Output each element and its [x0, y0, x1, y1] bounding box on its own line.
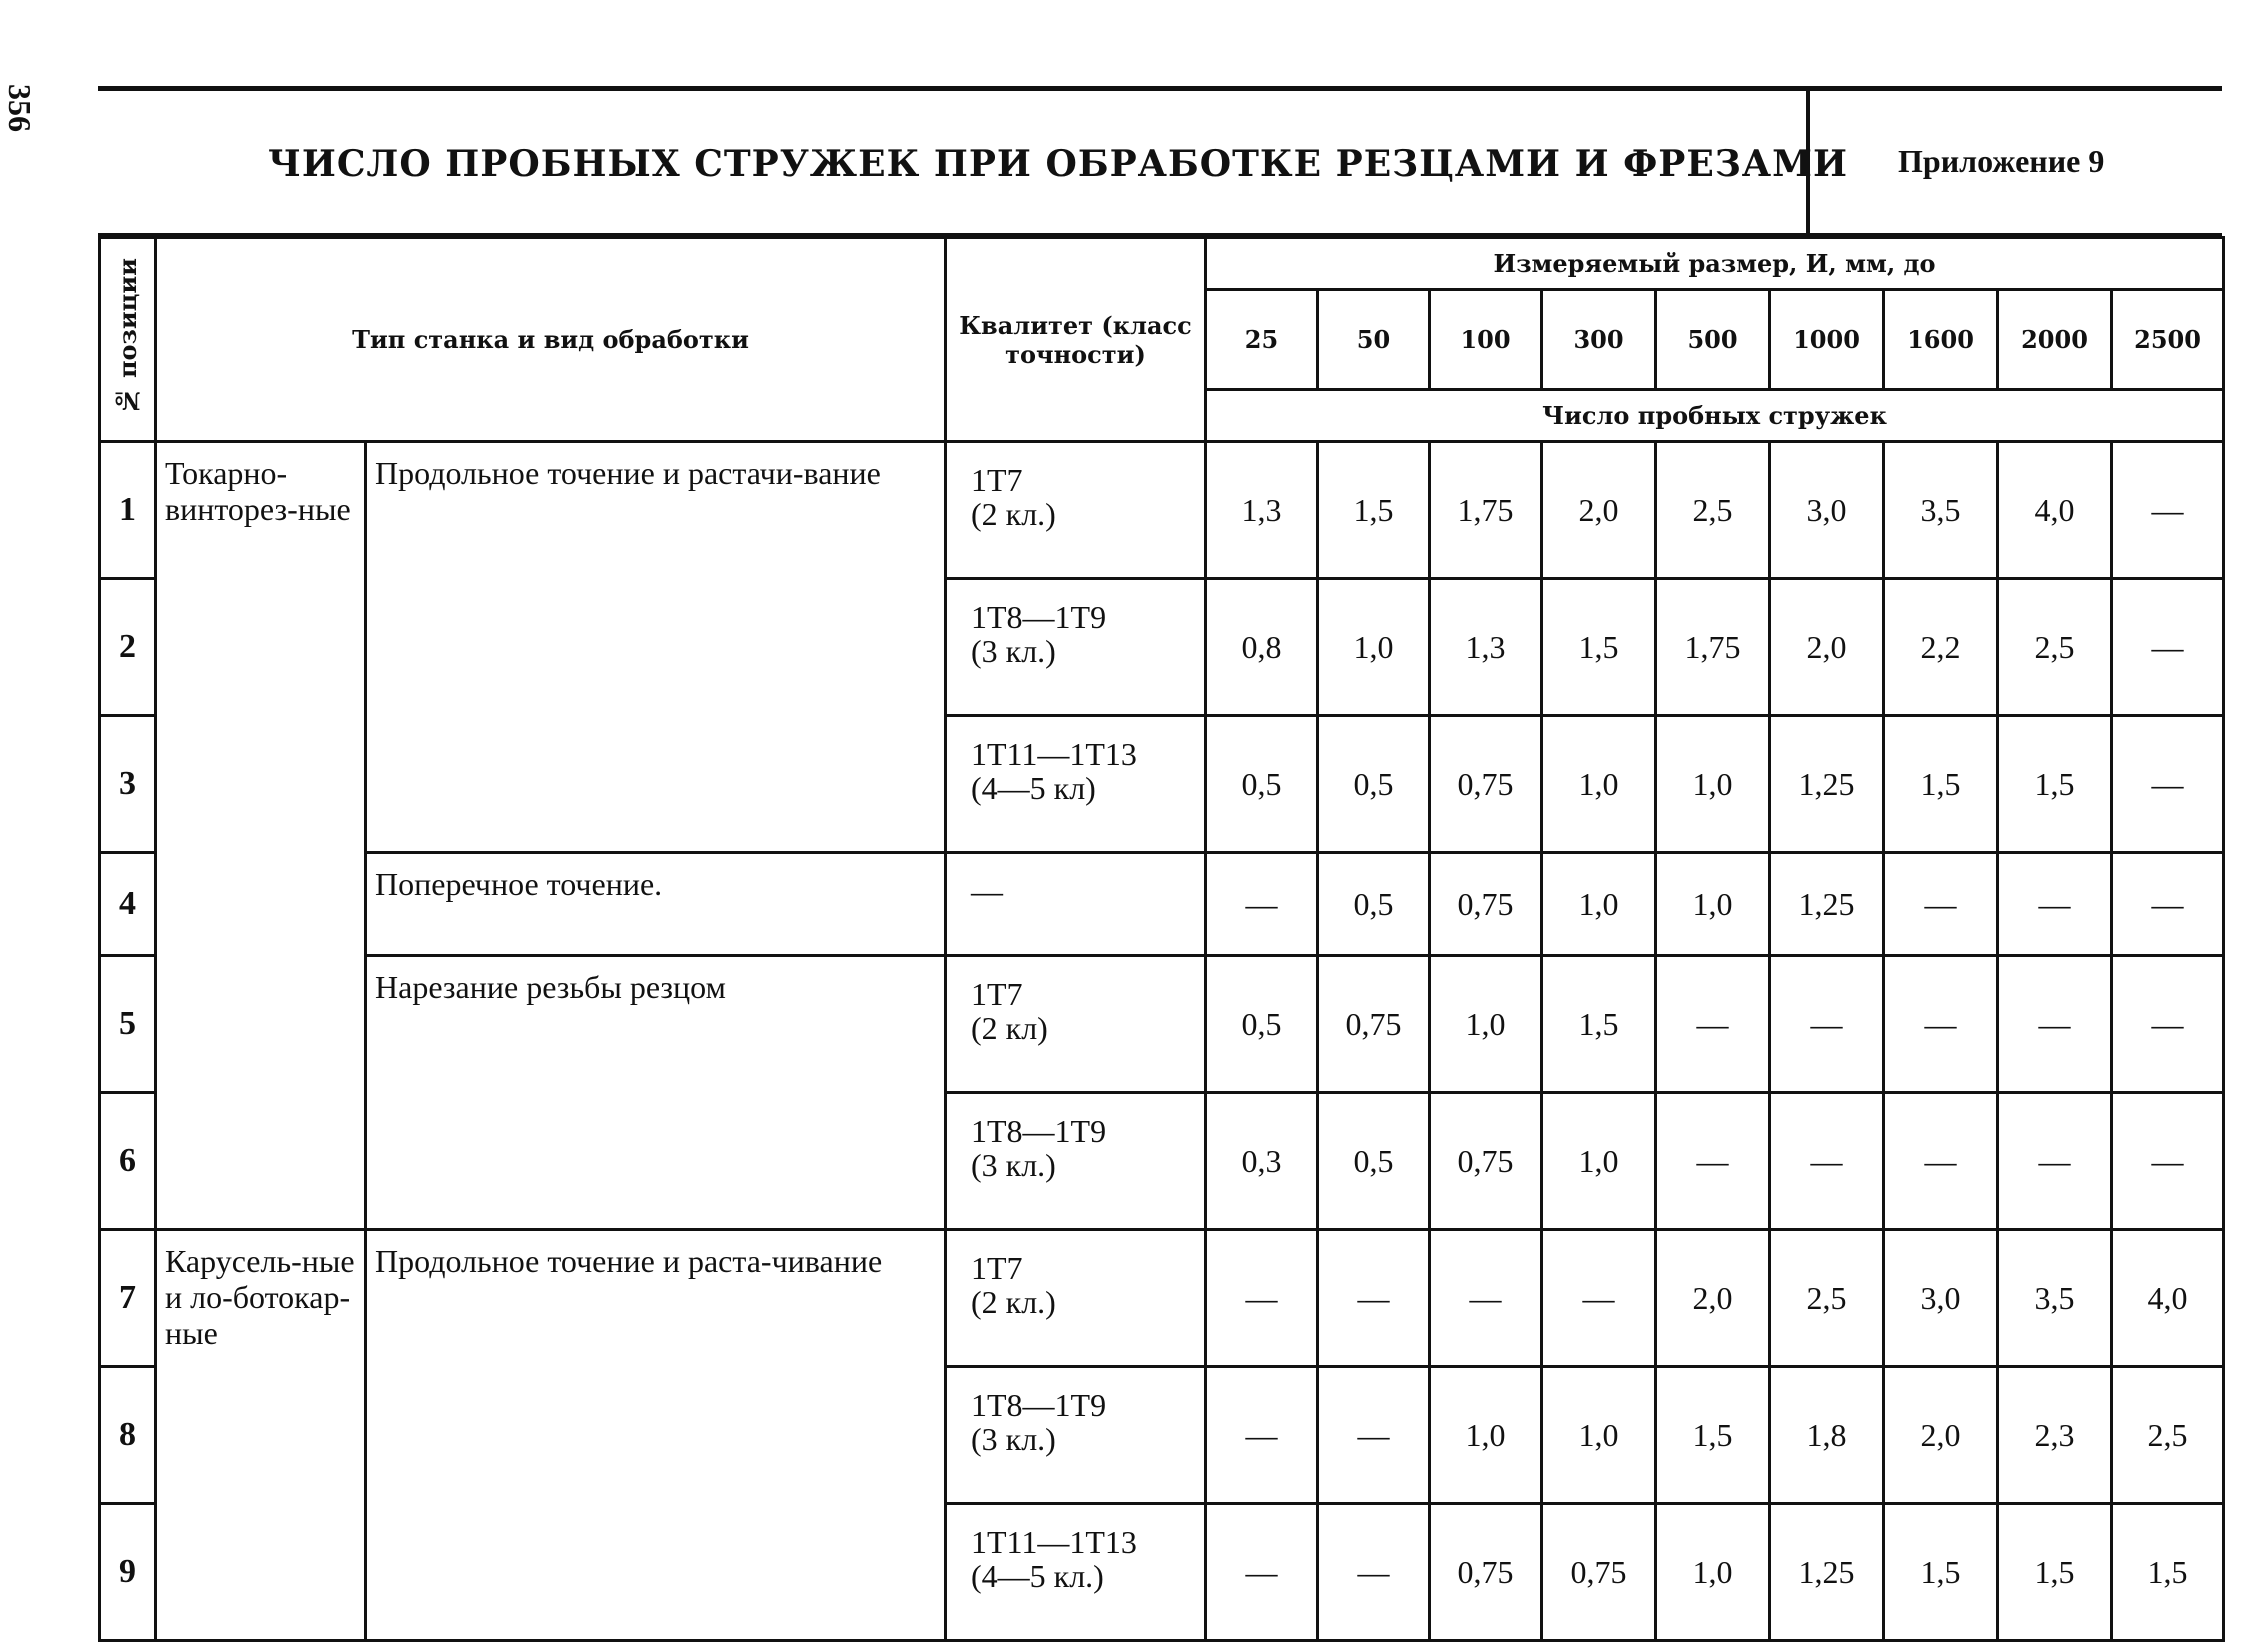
value-cell: 1,25 — [1770, 853, 1884, 956]
value-cell: 0,5 — [1318, 716, 1430, 853]
value-cell: 1,3 — [1430, 579, 1542, 716]
value-cell: — — [1998, 956, 2112, 1093]
value-cell: — — [1206, 1367, 1318, 1504]
table-row — [100, 1230, 2224, 1367]
value-cell: — — [1656, 956, 1770, 1093]
size-header: 2000 — [1998, 290, 2112, 390]
position-cell: 6 — [100, 1093, 156, 1230]
value-cell: — — [2112, 853, 2224, 956]
measured-size-header: Измеряемый размер, И, мм, до — [1206, 238, 2224, 290]
table-row — [100, 853, 2224, 956]
value-cell: 1,25 — [1770, 1504, 1884, 1641]
size-header: 2500 — [2112, 290, 2224, 390]
operation-cell: Нарезание резьбы резцом — [366, 956, 946, 1230]
value-cell: 2,5 — [1770, 1230, 1884, 1367]
value-cell: 1,0 — [1656, 716, 1770, 853]
quality-value: 1Т7 — [971, 462, 1023, 498]
trial-count-header: Число пробных стружек — [1206, 390, 2224, 442]
quality-value: 1Т11—1Т13 — [971, 1524, 1137, 1560]
value-cell: 1,0 — [1656, 853, 1770, 956]
quality-cell — [946, 853, 1206, 956]
position-cell: 1 — [100, 442, 156, 579]
value-cell: — — [1206, 853, 1318, 956]
quality-class: (2 кл.) — [971, 1284, 1056, 1320]
appendix-label: Приложение 9 — [1898, 143, 2105, 179]
table-body — [100, 442, 2224, 1641]
value-cell: — — [1430, 1230, 1542, 1367]
value-cell: 2,5 — [1998, 579, 2112, 716]
value-cell: 0,8 — [1206, 579, 1318, 716]
size-header: 25 — [1206, 290, 1318, 390]
value-cell: 3,0 — [1884, 1230, 1998, 1367]
value-cell: 0,75 — [1430, 716, 1542, 853]
table-row — [100, 442, 2224, 579]
value-cell: 1,0 — [1430, 956, 1542, 1093]
value-cell: — — [1884, 1093, 1998, 1230]
value-cell: — — [1884, 956, 1998, 1093]
value-cell: 1,0 — [1656, 1504, 1770, 1641]
quality-value: 1Т7 — [971, 976, 1023, 1012]
value-cell: 0,75 — [1430, 853, 1542, 956]
quality-value: 1Т8—1Т9 — [971, 599, 1107, 635]
value-cell: 1,8 — [1770, 1367, 1884, 1504]
value-cell: 1,5 — [1884, 716, 1998, 853]
value-cell: 1,75 — [1430, 442, 1542, 579]
size-header: 1600 — [1884, 290, 1998, 390]
quality-class: (3 кл.) — [971, 633, 1056, 669]
value-cell: 1,5 — [1656, 1367, 1770, 1504]
value-cell: 1,0 — [1430, 1367, 1542, 1504]
value-cell: 1,0 — [1542, 853, 1656, 956]
quality-cell — [946, 442, 1206, 579]
quality-cell — [946, 1093, 1206, 1230]
value-cell: — — [1656, 1093, 1770, 1230]
value-cell: — — [1318, 1230, 1430, 1367]
machine-type-cell: Карусель-ные и ло-ботокар-ные — [156, 1230, 366, 1641]
value-cell: 1,3 — [1206, 442, 1318, 579]
value-cell: 2,0 — [1884, 1367, 1998, 1504]
value-cell: 0,75 — [1318, 956, 1430, 1093]
value-cell: — — [1770, 1093, 1884, 1230]
quality-value: 1Т8—1Т9 — [971, 1387, 1107, 1423]
value-cell: 0,75 — [1542, 1504, 1656, 1641]
position-cell: 9 — [100, 1504, 156, 1641]
value-cell: 1,0 — [1542, 1093, 1656, 1230]
quality-cell — [946, 579, 1206, 716]
value-cell: — — [1206, 1230, 1318, 1367]
quality-class: (3 кл.) — [971, 1147, 1056, 1183]
value-cell: — — [2112, 956, 2224, 1093]
machine-type-header: Тип станка и вид обработки — [156, 238, 946, 442]
value-cell: — — [1206, 1504, 1318, 1641]
size-header: 300 — [1542, 290, 1656, 390]
value-cell: 3,5 — [1884, 442, 1998, 579]
value-cell: — — [1318, 1367, 1430, 1504]
title-bar — [98, 86, 2222, 238]
value-cell: 1,5 — [1998, 716, 2112, 853]
value-cell: — — [2112, 442, 2224, 579]
value-cell: 3,5 — [1998, 1230, 2112, 1367]
quality-class: (4—5 кл) — [971, 770, 1096, 806]
page-number: 356 — [2, 84, 38, 132]
size-header: 1000 — [1770, 290, 1884, 390]
value-cell: 1,5 — [1542, 956, 1656, 1093]
value-cell: 2,5 — [2112, 1367, 2224, 1504]
page-title: ЧИСЛО ПРОБНЫХ СТРУЖЕК ПРИ ОБРАБОТКЕ РЕЗЦАМИ И ФРЕЗАМИ — [268, 143, 1848, 185]
value-cell: 1,25 — [1770, 716, 1884, 853]
value-cell: — — [2112, 579, 2224, 716]
value-cell: 1,5 — [2112, 1504, 2224, 1641]
value-cell: 0,5 — [1318, 853, 1430, 956]
position-cell: 5 — [100, 956, 156, 1093]
machine-type-cell: Токарно-винторез-ные — [156, 442, 366, 1230]
quality-cell — [946, 1367, 1206, 1504]
value-cell: 1,75 — [1656, 579, 1770, 716]
quality-cell — [946, 1504, 1206, 1641]
value-cell: — — [1884, 853, 1998, 956]
quality-value: 1Т8—1Т9 — [971, 1113, 1107, 1149]
position-cell: 8 — [100, 1367, 156, 1504]
size-header: 50 — [1318, 290, 1430, 390]
value-cell: — — [1318, 1504, 1430, 1641]
value-cell: 0,75 — [1430, 1093, 1542, 1230]
operation-cell: Продольное точение и растачи-вание — [366, 442, 946, 853]
quality-value: 1Т7 — [971, 1250, 1023, 1286]
position-cell: 7 — [100, 1230, 156, 1367]
value-cell: 4,0 — [2112, 1230, 2224, 1367]
value-cell: — — [2112, 1093, 2224, 1230]
operation-cell: Продольное точение и раста-чивание — [366, 1230, 946, 1641]
quality-value: — — [971, 873, 1003, 909]
value-cell: 1,0 — [1542, 1367, 1656, 1504]
value-cell: 0,5 — [1318, 1093, 1430, 1230]
value-cell: 0,3 — [1206, 1093, 1318, 1230]
quality-cell — [946, 1230, 1206, 1367]
quality-value: 1Т11—1Т13 — [971, 736, 1137, 772]
quality-class: (3 кл.) — [971, 1421, 1056, 1457]
value-cell: — — [1998, 1093, 2112, 1230]
quality-class: (2 кл.) — [971, 496, 1056, 532]
value-cell: — — [1542, 1230, 1656, 1367]
value-cell: 2,2 — [1884, 579, 1998, 716]
table-row — [100, 956, 2224, 1093]
value-cell: 0,75 — [1430, 1504, 1542, 1641]
position-cell: 3 — [100, 716, 156, 853]
value-cell: 2,5 — [1656, 442, 1770, 579]
value-cell: 1,5 — [1998, 1504, 2112, 1641]
quality-class: (2 кл) — [971, 1010, 1048, 1046]
position-cell: 4 — [100, 853, 156, 956]
trial-chips-table — [98, 236, 2225, 1642]
quality-class: (4—5 кл.) — [971, 1558, 1104, 1594]
position-cell: 2 — [100, 579, 156, 716]
position-header: № позиции — [100, 238, 156, 442]
value-cell: 2,3 — [1998, 1367, 2112, 1504]
value-cell: 2,0 — [1656, 1230, 1770, 1367]
quality-cell — [946, 956, 1206, 1093]
value-cell: 1,0 — [1542, 716, 1656, 853]
value-cell: — — [1770, 956, 1884, 1093]
size-header: 500 — [1656, 290, 1770, 390]
title-divider — [1806, 91, 1810, 233]
value-cell: — — [1998, 853, 2112, 956]
value-cell: — — [2112, 716, 2224, 853]
value-cell: 1,5 — [1542, 579, 1656, 716]
size-header: 100 — [1430, 290, 1542, 390]
operation-cell: Поперечное точение. — [366, 853, 946, 956]
value-cell: 4,0 — [1998, 442, 2112, 579]
value-cell: 1,0 — [1318, 579, 1430, 716]
value-cell: 0,5 — [1206, 956, 1318, 1093]
value-cell: 1,5 — [1318, 442, 1430, 579]
value-cell: 2,0 — [1770, 579, 1884, 716]
value-cell: 0,5 — [1206, 716, 1318, 853]
value-cell: 3,0 — [1770, 442, 1884, 579]
quality-cell — [946, 716, 1206, 853]
value-cell: 2,0 — [1542, 442, 1656, 579]
quality-header: Квалитет (класс точности) — [946, 238, 1206, 442]
value-cell: 1,5 — [1884, 1504, 1998, 1641]
